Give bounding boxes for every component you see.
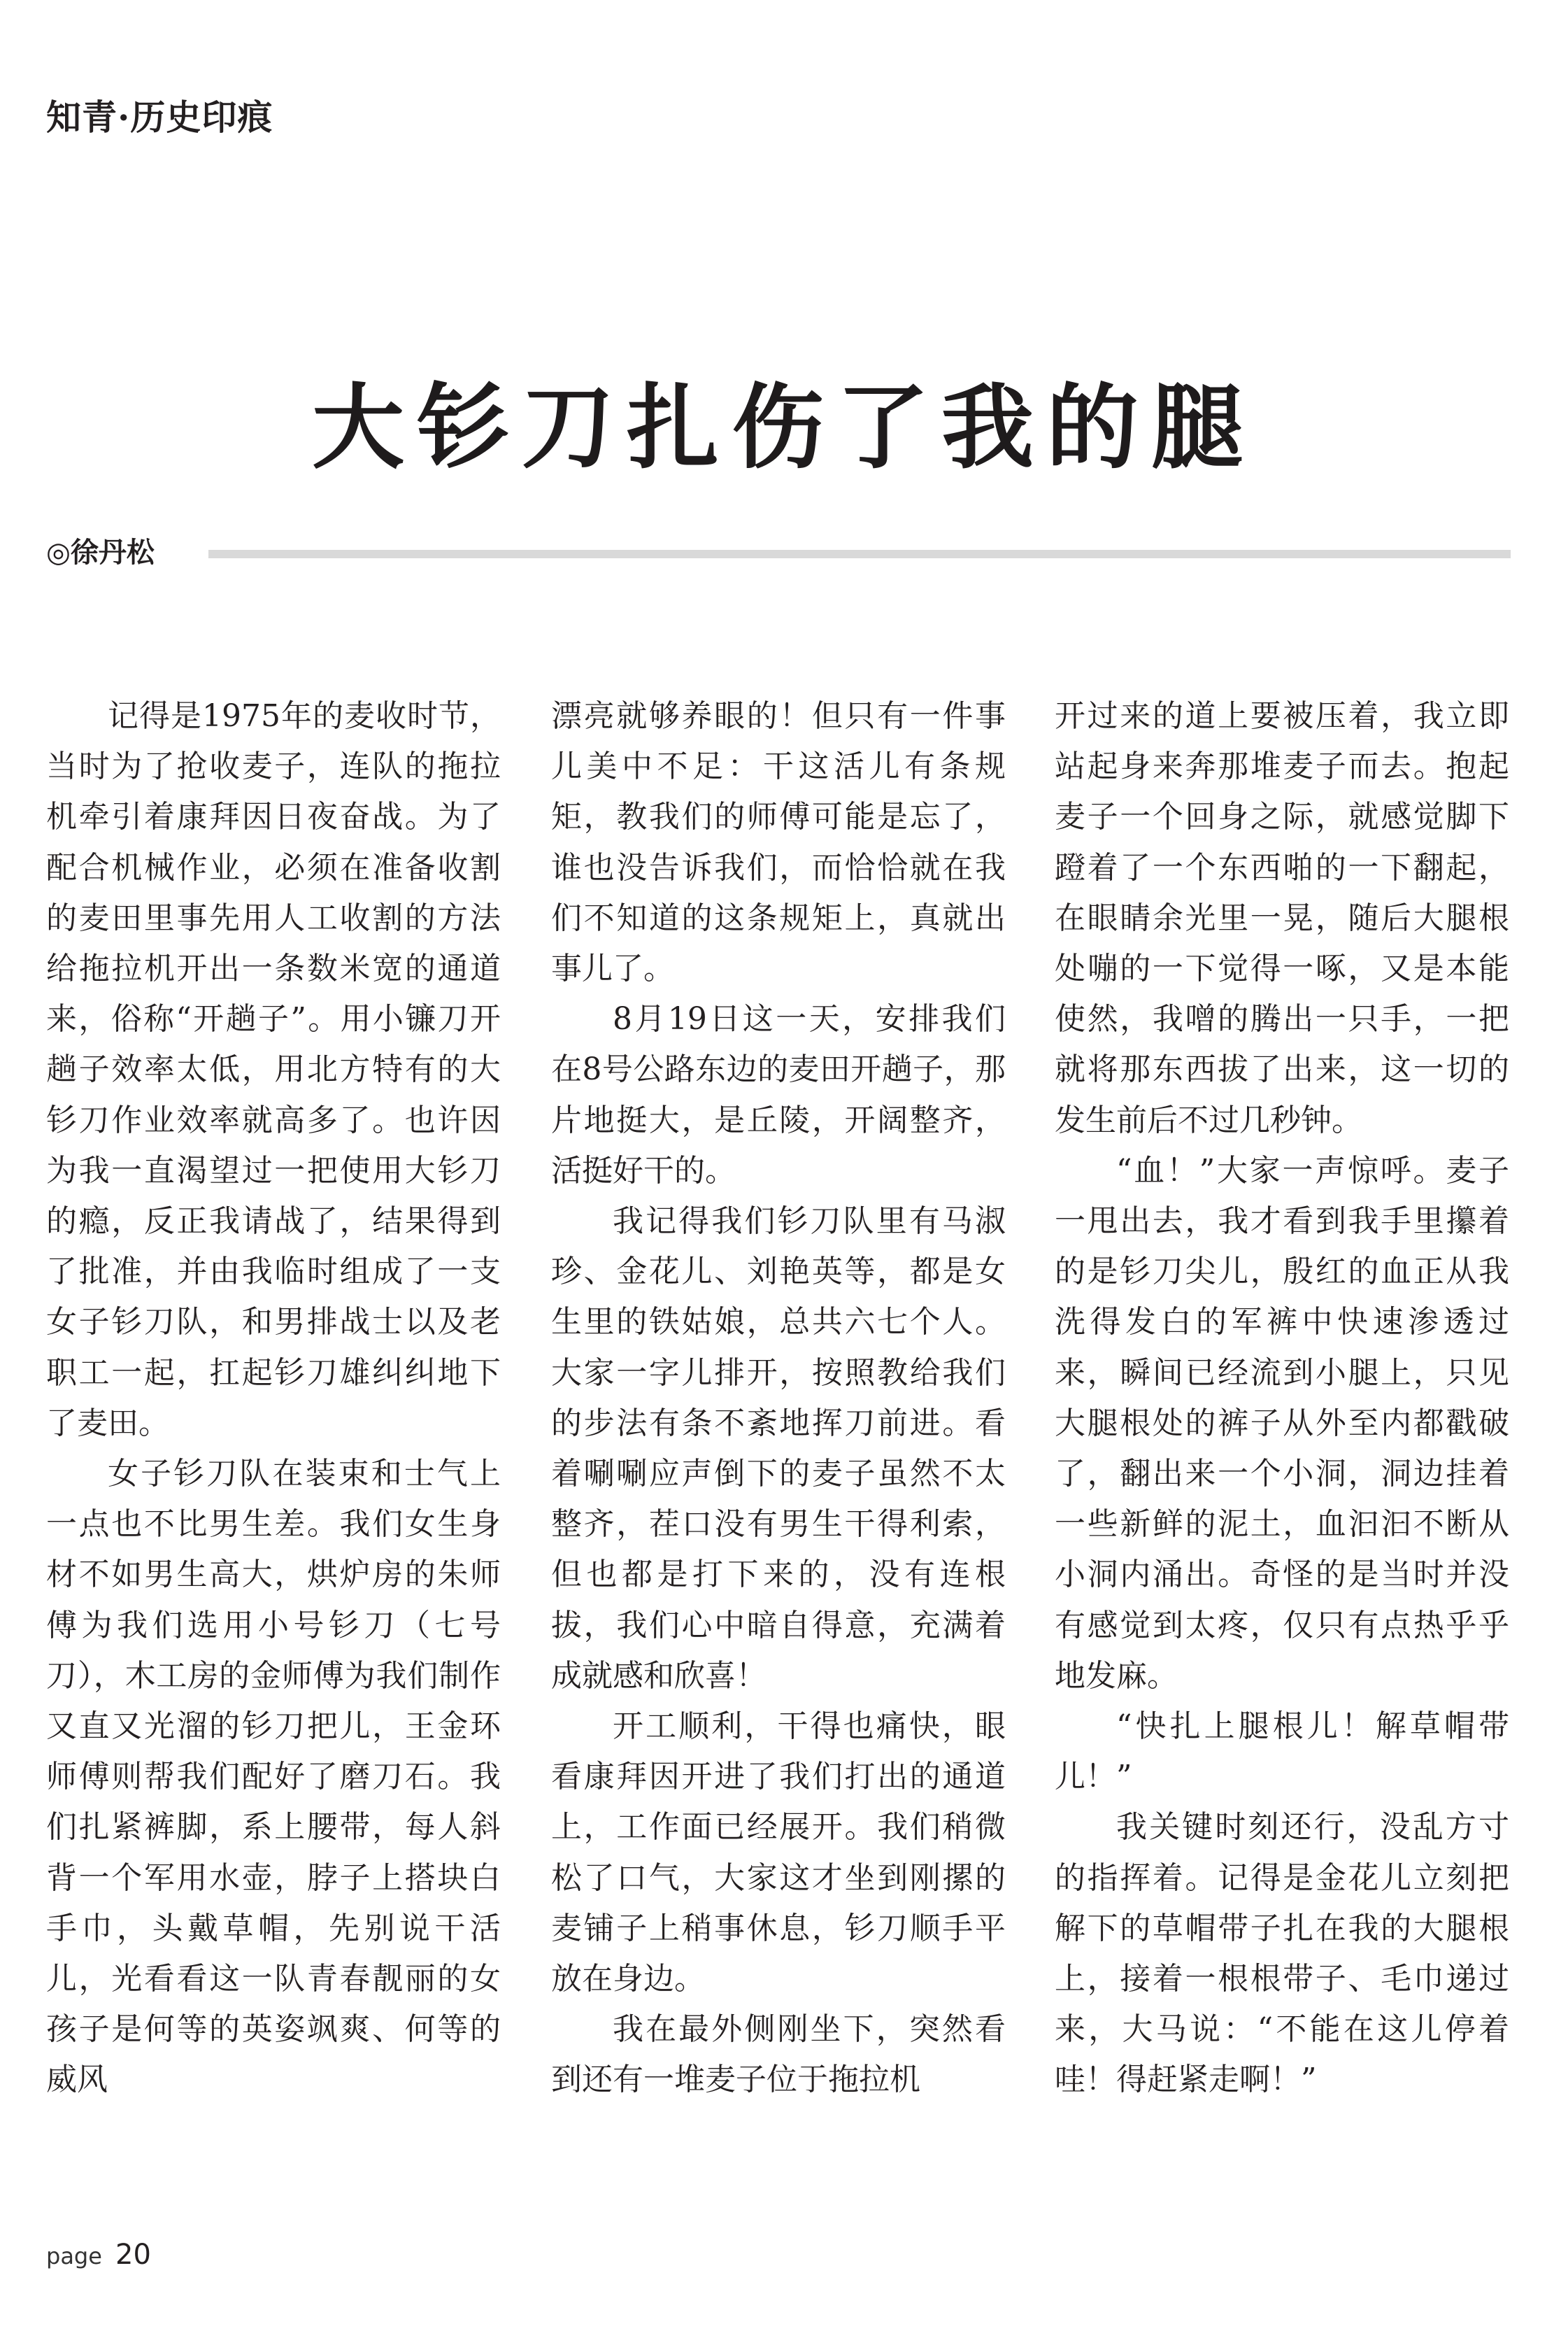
paragraph: 我关键时刻还行，没乱方寸的指挥着。记得是金花儿立刻把解下的草帽带子扎在我的大腿根上，接着一根根带子、毛巾递过来，大马说：“不能在这儿停着哇！得赶紧走啊！” (1055, 1809, 1509, 2098)
paragraph: 我在最外侧刚坐下，突然看到还有一堆麦子位于拖拉机 (551, 2011, 1006, 2098)
text-column-1 (46, 691, 501, 2106)
paragraph: 开过来的道上要被压着，我立即站起身来奔那堆麦子而去。抱起麦子一个回身之际，就感觉脚下蹬着了一个东西啪的一下翻起，在眼睛余光里一晃，随后大腿根处嘣的一下觉得一啄，又是本能使然，我噌的腾出一只手，一把就将那东西拔了出来，这一切的发生前后不过几秒钟。 (1055, 698, 1509, 1138)
paragraph: “快扎上腿根儿！解草帽带儿！” (1055, 1708, 1509, 1795)
paragraph: 记得是1975年的麦收时节，当时为了抢收麦子，连队的拖拉机牵引着康拜因日夜奋战。为了配合机械作业，必须在准备收割的麦田里事先用人工收割的方法给拖拉机开出一条数米宽的通道来，俗称“开趟子”。用小镰刀开趟子效率太低，用北方特有的大钐刀作业效率就高多了。也许因为我一直渴望过一把使用大钐刀的瘾，反正我请战了，结果得到了批准，并由我临时组成了一支女子钐刀队，和男排战士以及老职工一起，扛起钐刀雄纠纠地下了麦田。 (46, 698, 501, 1441)
author-byline: ◎徐丹松 (46, 537, 155, 569)
page-label: page (46, 2243, 102, 2269)
paragraph: 我记得我们钐刀队里有马淑珍、金花儿、刘艳英等，都是女生里的铁姑娘，总共六七个人。大家一字儿排开，按照教给我们的步法有条不紊地挥刀前进。看着唰唰应声倒下的麦子虽然不太整齐，茬口没有男生干得利索，但也都是打下来的，没有连根拔，我们心中暗自得意，充满着成就感和欣喜！ (551, 1203, 1006, 1694)
paragraph: 女子钐刀队在装束和士气上一点也不比男生差。我们女生身材不如男生高大，烘炉房的朱师傅为我们选用小号钐刀（七号刀），木工房的金师傅为我们制作又直又光溜的钐刀把儿，王金环师傅则帮我们配好了磨刀石。我们扎紧裤脚，系上腰带，每人斜背一个军用水壶，脖子上搭块白手巾，头戴草帽，先别说干活儿，光看看这一队青春靓丽的女孩子是何等的英姿飒爽、何等的威风 (46, 1456, 501, 2098)
article-title: 大钐刀扎伤了我的腿 (312, 374, 1256, 482)
paragraph: “血！”大家一声惊呼。麦子一甩出去，我才看到我手里攥着的是钐刀尖儿，殷红的血正从我洗得发白的军裤中快速渗透过来，瞬间已经流到小腿上，只见大腿根处的裤子从外至内都戳破了，翻出来一个小洞，洞边挂着一些新鲜的泥土，血汩汩不断从小洞内涌出。奇怪的是当时并没有感觉到太疼，仅只有点热乎乎地发麻。 (1055, 1152, 1509, 1694)
page-footer (46, 2239, 151, 2271)
page-number: 20 (115, 2239, 151, 2271)
section-label: 知青·历史印痕 (46, 97, 273, 138)
paragraph: 8月19日这一天，安排我们在8号公路东边的麦田开趟子，那片地挺大，是丘陵，开阔整齐，活挺好干的。 (551, 1001, 1006, 1189)
paragraph: 开工顺利，干得也痛快，眼看康拜因开进了我们打出的通道上，工作面已经展开。我们稍微松了口气，大家这才坐到刚摞的麦铺子上稍事休息，钐刀顺手平放在身边。 (551, 1708, 1006, 1997)
byline-divider (208, 550, 1511, 558)
paragraph: 漂亮就够养眼的！但只有一件事儿美中不足：干这活儿有条规矩，教我们的师傅可能是忘了，谁也没告诉我们，而恰恰就在我们不知道的这条规矩上，真就出事儿了。 (551, 698, 1006, 987)
text-column-2 (551, 691, 1006, 2106)
text-column-3 (1055, 691, 1509, 2106)
